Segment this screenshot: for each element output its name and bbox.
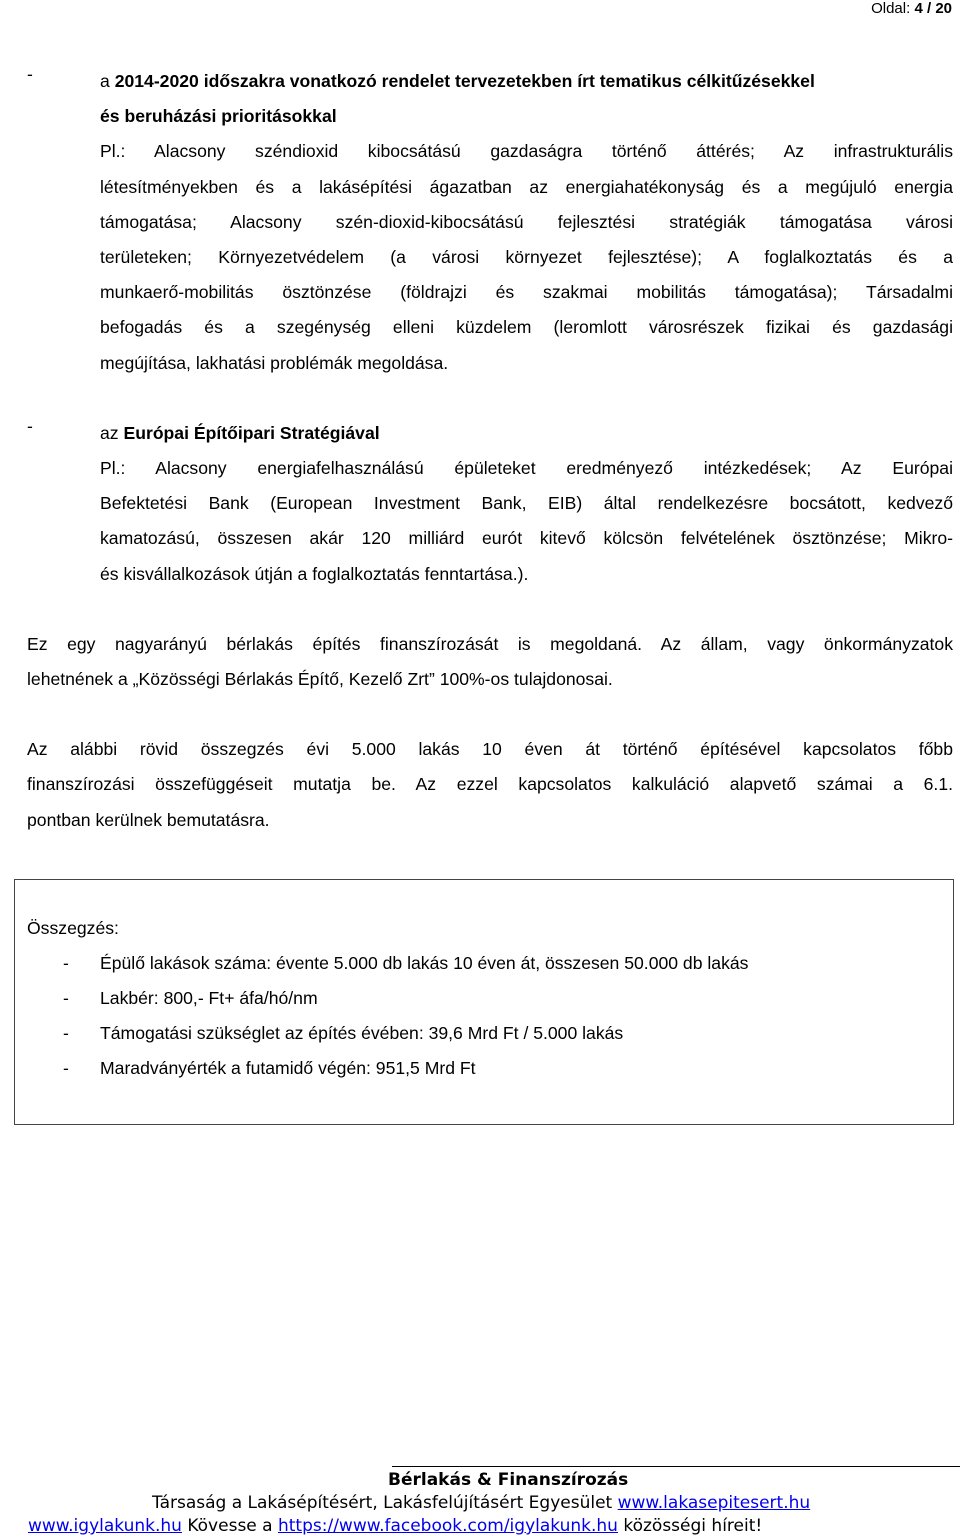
footer-line-social <box>28 1515 762 1537</box>
current-page: 4 <box>914 0 923 17</box>
list-dash: - <box>63 953 69 973</box>
body-line: területeken; Környezetvédelem (a városi környezet fejlesztése); A foglalkoztatás és a <box>100 247 953 268</box>
paragraph-line: lehetnének a „Közösségi Bérlakás Építő, Kezelő Zrt” 100%-os tulajdonosai. <box>27 669 613 690</box>
body-line: kamatozású, összesen akár 120 milliárd eurót kitevő kölcsön felvételének ösztönzése; Mikro- <box>100 528 953 549</box>
section-title-cont: és beruházási prioritásokkal <box>100 106 337 127</box>
paragraph-line: Ez egy nagyarányú bérlakás építés finanszírozását is megoldaná. Az állam, vagy önkormányzatok <box>27 633 953 654</box>
summary-item-text: Támogatási szükséglet az építés évében: 39,6 Mrd Ft / 5.000 lakás <box>100 1023 624 1043</box>
paragraph-line: pontban kerülnek bemutatásra. <box>27 809 270 830</box>
body-line: munkaerő-mobilitás ösztönzése (földrajzi és szakmai mobilitás támogatása); Társadalmi <box>100 282 953 303</box>
section-construction-strategy <box>27 416 953 592</box>
page-number <box>871 0 952 18</box>
list-dash: - <box>63 1058 69 1078</box>
footer-title: Bérlakás & Finanszírozás <box>388 1470 629 1490</box>
summary-item-text: Lakbér: 800,- Ft+ áfa/hó/nm <box>100 988 318 1008</box>
footer-follow-text: Kövesse a <box>187 1516 273 1536</box>
summary-box <box>14 879 954 1125</box>
association-website-link[interactable]: www.lakasepitesert.hu <box>617 1493 811 1513</box>
section-title-prefix: az <box>100 422 119 443</box>
summary-list <box>27 946 937 1086</box>
section-title-line <box>100 416 953 451</box>
list-dash: - <box>63 988 69 1008</box>
summary-item <box>27 1016 937 1051</box>
section-title: Európai Építőipari Stratégiával <box>123 422 380 443</box>
section-title-prefix: a <box>100 71 110 91</box>
footer-divider <box>392 1466 960 1467</box>
summary-title: Összegzés: <box>27 918 119 938</box>
facebook-link[interactable]: https://www.facebook.com/igylakunk.hu <box>277 1516 618 1536</box>
footer-news-text: közösségi híreit! <box>623 1516 763 1536</box>
body-line: befogadás és a szegénység elleni küzdelem (leromlott városrészek fizikai és gazdasági <box>100 317 953 338</box>
summary-item <box>27 1051 937 1086</box>
section-title: 2014-2020 időszakra vonatkozó rendelet tervezetekben írt tematikus célkitűzésekkel <box>114 71 815 91</box>
paragraph-rental-financing <box>27 627 953 697</box>
footer-line-association <box>152 1492 810 1514</box>
page-separator: / <box>926 0 932 17</box>
body-line: Befektetési Bank (European Investment Bank, EIB) által rendelkezésre bocsátott, kedvező <box>100 493 953 514</box>
body-line: létesítményekben és a lakásépítési ágazatban az energiahatékonyság és a megújuló energia <box>100 176 953 197</box>
section-european-regulation <box>27 64 953 381</box>
body-line-last: megújítása, lakhatási problémák megoldása. <box>100 352 449 373</box>
page-content <box>27 64 953 838</box>
total-pages: 20 <box>935 0 952 17</box>
list-dash: - <box>63 1023 69 1043</box>
paragraph-line: Az alábbi rövid összegzés évi 5.000 lakás 10 éven át történő építésével kapcsolatos főbb <box>27 739 953 760</box>
page-prefix: Oldal: <box>871 0 911 17</box>
body-line-last: és kisvállalkozások útján a foglalkoztatás fenntartása.). <box>100 563 529 584</box>
summary-item-text: Épülő lakások száma: évente 5.000 db lakás 10 éven át, összesen 50.000 db lakás <box>100 953 749 973</box>
body-line: támogatása; Alacsony szén-dioxid-kibocsátású fejlesztési stratégiák támogatása városi <box>100 211 953 232</box>
list-dash: - <box>27 415 33 436</box>
summary-item-text: Maradványérték a futamidő végén: 951,5 Mrd Ft <box>100 1058 476 1078</box>
igylakunk-website-link[interactable]: www.igylakunk.hu <box>28 1516 182 1536</box>
footer-association-text: Társaság a Lakásépítésért, Lakásfelújításért Egyesület <box>152 1493 613 1513</box>
paragraph-line: finanszírozási összefüggéseit mutatja be. Az ezzel kapcsolatos kalkuláció alapvető számai a 6.1. <box>27 774 953 795</box>
summary-item <box>27 981 937 1016</box>
body-line: Pl.: Alacsony energiafelhasználású épületeket eredményező intézkedések; Az Európai <box>100 458 953 479</box>
body-line: Pl.: Alacsony széndioxid kibocsátású gazdaságra történő áttérés; Az infrastrukturális <box>100 141 953 162</box>
paragraph-summary-intro <box>27 732 953 838</box>
list-dash: - <box>27 64 33 84</box>
summary-item <box>27 946 937 981</box>
section-title-line <box>100 64 953 99</box>
